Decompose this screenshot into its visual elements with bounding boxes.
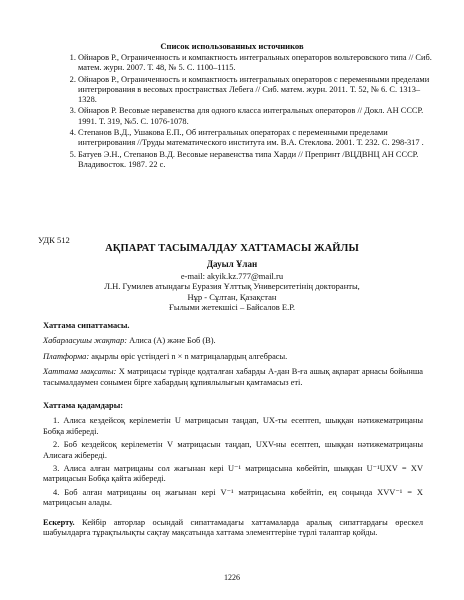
reference-item: 4. Степанов В.Д., Ушакова Е.П., Об интегральных операторах с переменными пределами интегрирования //Труды математического института им. В.А. Стеклова. 2001. Т. 232. С. 298-317 .: [78, 128, 434, 149]
steps-heading: Хаттама қадамдары:: [43, 401, 124, 410]
goal-text: X матрицасы түрінде қодталған хабарды A-дан B-ға ашық ақпарат арнасы бойынша тасымалдаумен сонымен бірге хабардың құпиялылығын қамтамасыз еті.: [43, 367, 423, 387]
author-block: [0, 259, 464, 313]
step-item: 3. Алиса алған матрицаны сол жағынан кері U⁻¹ матрицасына көбейтіп, шыққан U⁻¹UXV = XV матрицасын Бобқа қайта жібереді.: [43, 464, 423, 484]
step-item: 2. Боб кездейсоқ керілеметін V матрицасын таңдап, UXV-ны есептеп, шыққан нәтижематрицаны Алисаға жібереді.: [43, 440, 423, 460]
references-title: Список использованных источников: [160, 41, 304, 51]
note-label: Ескерту.: [43, 518, 75, 527]
reference-item: 3. Ойнаров Р. Весовые неравенства для одного класса интегральных операторов // Докл. АН СССР. 1991. Т. 319, №5. С. 1076-1078.: [78, 106, 434, 127]
platform-line: [43, 352, 423, 362]
note-paragraph: [43, 518, 423, 539]
author-affiliation: Л.Н. Гумилев атындағы Еуразия Ұлттық Университетінің докторанты,: [104, 281, 360, 291]
step-item: 1. Алиса кездейсоқ керілеметін U матрицасын таңдап, UX-ты есептеп, шыққан нәтижематрицаны Бобқа жібереді.: [43, 416, 423, 436]
participants-line: [43, 336, 423, 346]
author-supervisor: Ғылыми жетекшісі – Байсалов Е.Р.: [169, 302, 295, 312]
note-text: Кейбір авторлар осындай сипаттамадағы хаттамаларда аралық сипаттардағы өрескел шабуылдарға тұрақтылықты сақтау мақсатында хаттама элементтеріне түрлі талаптар қойды.: [43, 518, 423, 538]
reference-item: 2. Ойнаров Р., Ограниченность и компактность интегральных операторов с переменными пределами интегрирования в весовых пространствах Лебега // Сиб. матем. журн. 2011. Т. 52, № 6. С. 1313–1328.: [78, 75, 434, 106]
article-title: АҚПАРАТ ТАСЫМАЛДАУ ХАТТАМАСЫ ЖАЙЛЫ: [105, 243, 359, 254]
steps-section: [43, 401, 423, 512]
participants-text: Алиса (A) және Боб (B).: [127, 336, 216, 346]
steps-list: [43, 416, 423, 508]
description-heading: Хаттама сипаттамасы.: [43, 321, 130, 330]
platform-label: Платформа:: [43, 351, 90, 361]
udc-code: УДК 512: [38, 235, 70, 245]
page-number: 1226: [224, 573, 240, 582]
goal-line: [43, 367, 423, 388]
description-section: [43, 321, 423, 393]
author-email: e-mail: akyik.kz.777@mail.ru: [180, 270, 284, 281]
references-list: [58, 53, 434, 171]
platform-text: ақырлы өріс үстіндегі n × n матрицалардың алгебрасы.: [89, 351, 288, 361]
participants-label: Хабарласушы жақтар:: [43, 336, 128, 346]
author-city: Нұр - Сұлтан, Қазақстан: [187, 291, 277, 302]
author-name: Дауыл Ұлан: [206, 259, 258, 269]
step-item: 4. Боб алған матрицаны оң жағынан кері V⁻¹ матрицасына көбейтіп, ең соңында XVV⁻¹ = X матрицасын алады.: [43, 487, 423, 508]
goal-label: Хаттама мақсаты:: [43, 367, 117, 377]
reference-item: 5. Батуев Э.Н., Степанов В.Д. Весовые неравенства типа Харди // Препринт /ВЦДВНЦ АН СССР. Владивосток. 1987. 22 с.: [78, 150, 434, 171]
reference-item: 1. Ойнаров Р., Ограниченность и компактность интегральных операторов вольтеровского типа // Сиб. матем. журн. 2007. Т. 48, № 5. С. 1100–1115.: [78, 53, 434, 74]
